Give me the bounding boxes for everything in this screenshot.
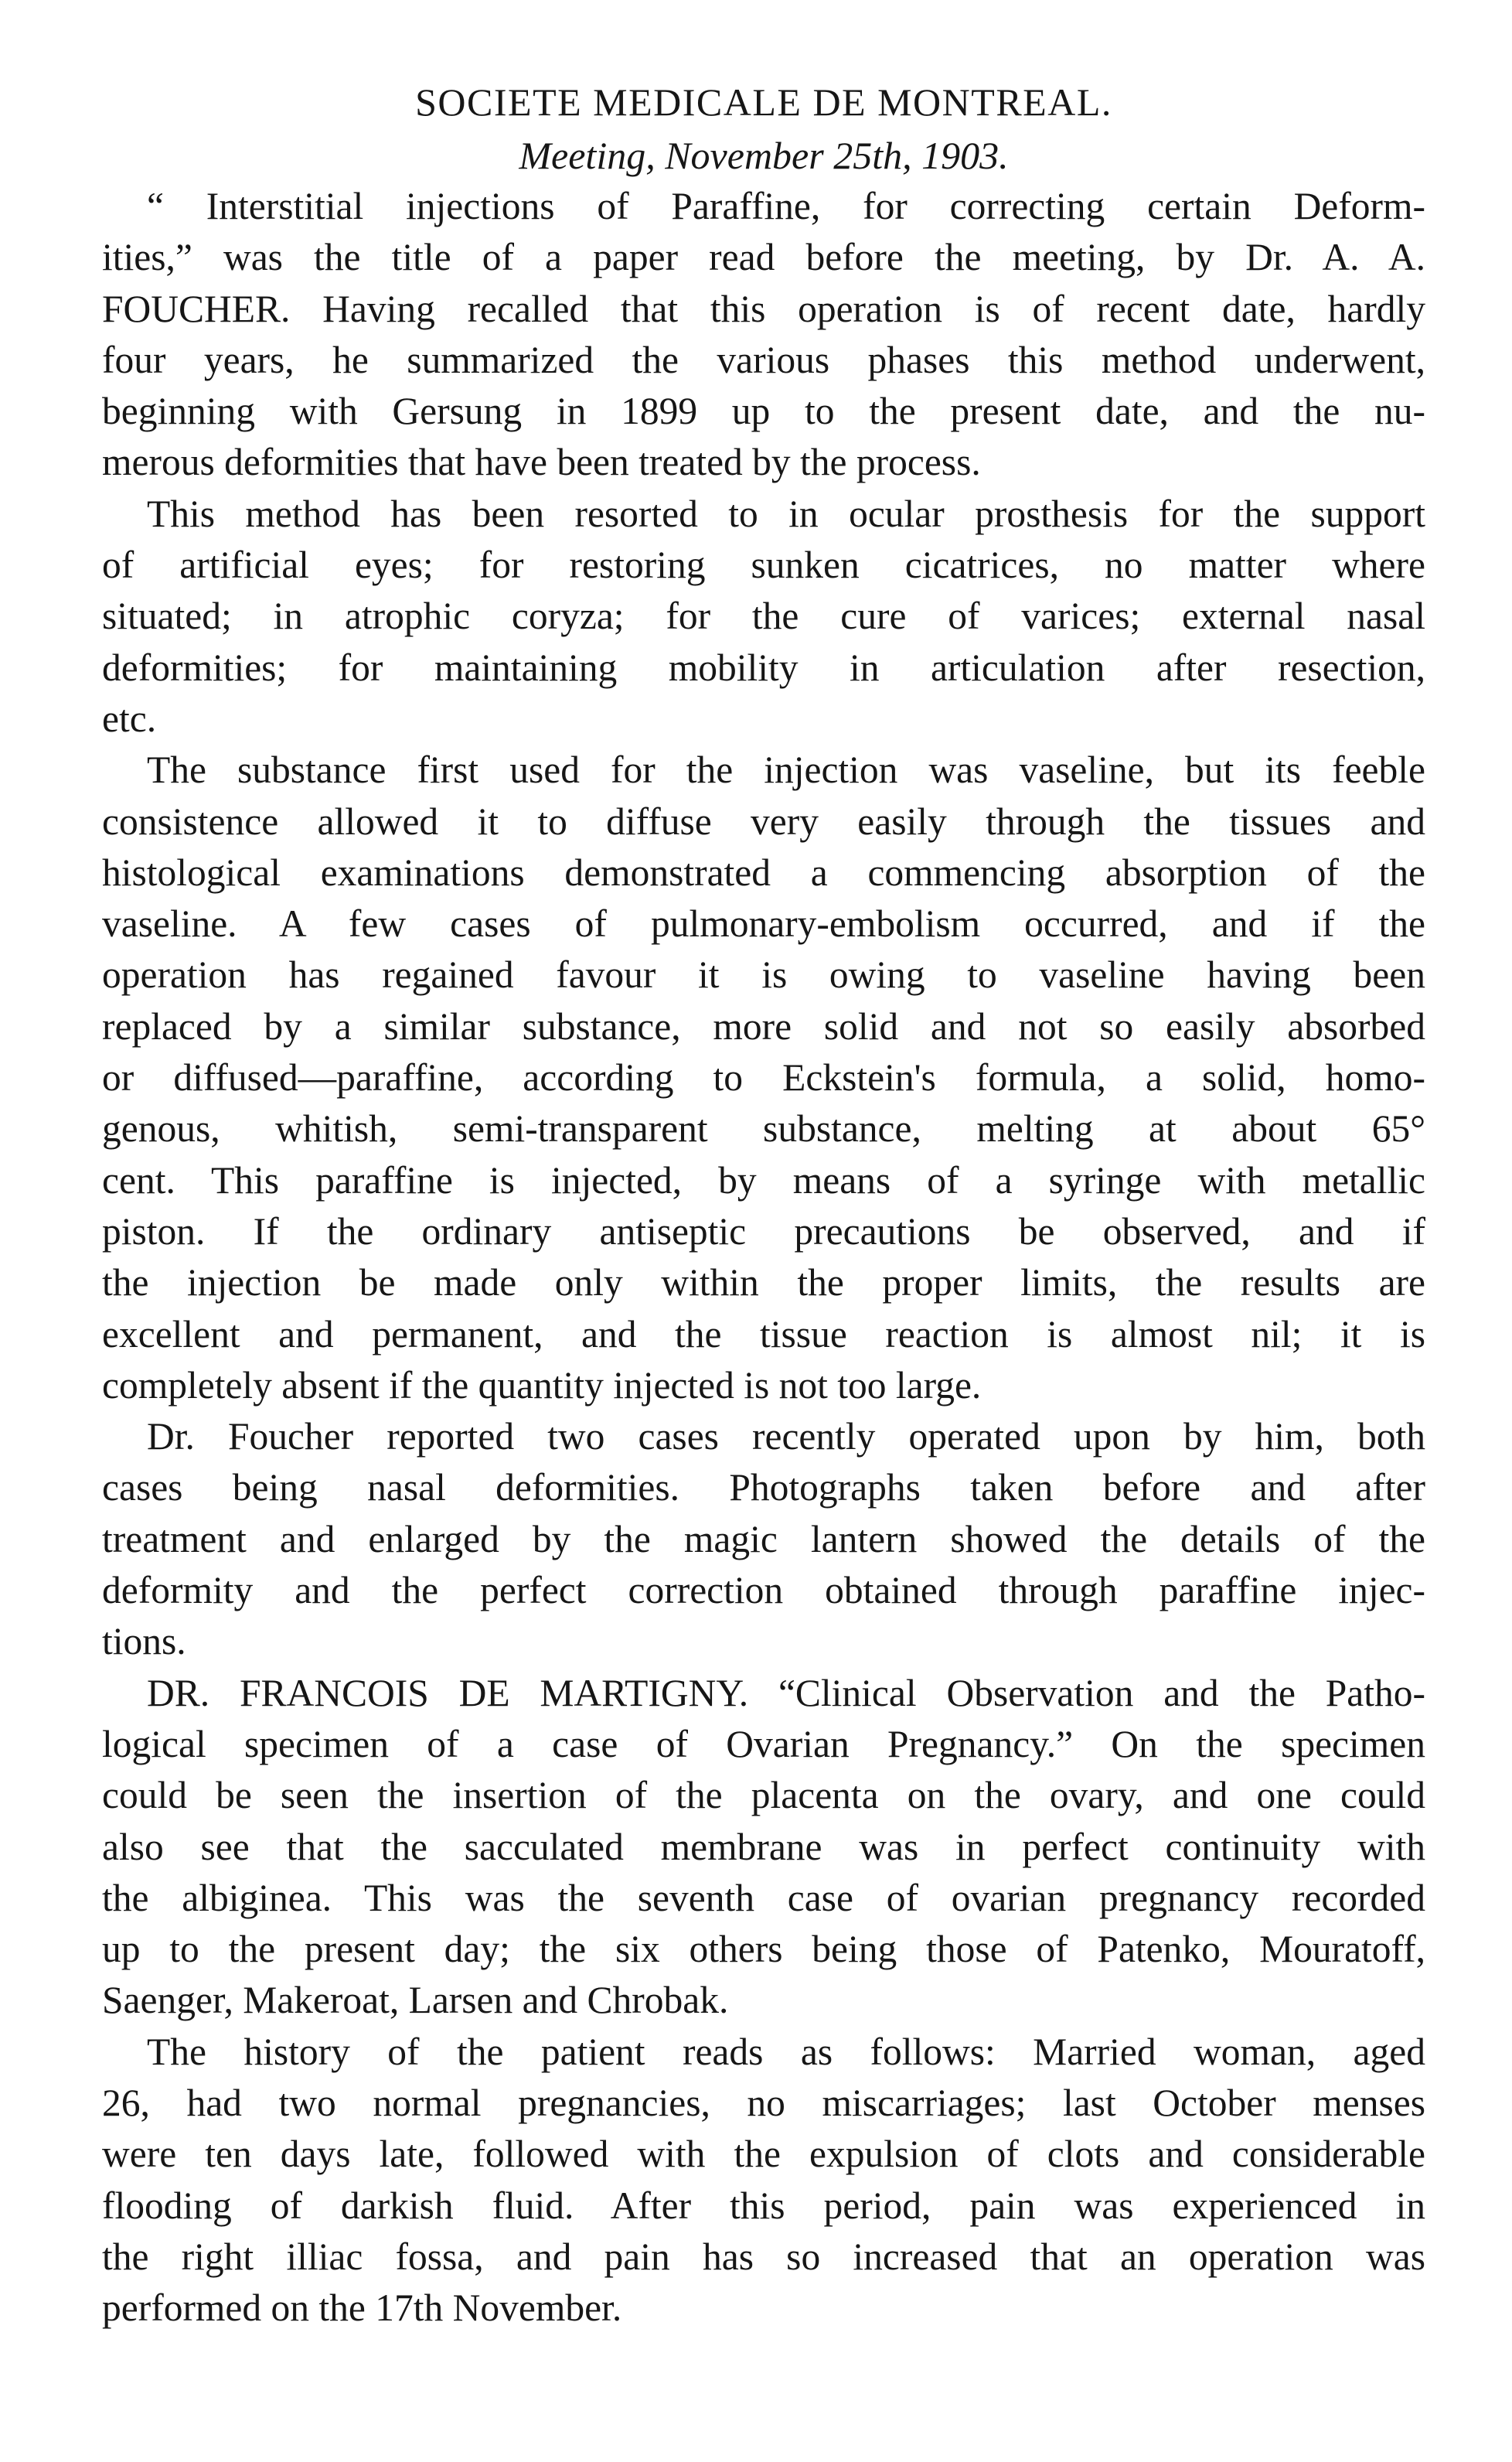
text-line: etc. [102,697,157,740]
text-line: consistence allowed it to diffuse very easily through the tissues and [102,800,1425,843]
text-line: completely absent if the quantity injected is not too large. [102,1363,982,1407]
text-line: deformities; for maintaining mobility in articulation after resection, [102,646,1425,689]
text-line: logical specimen of a case of Ovarian Pregnancy.” On the specimen [102,1722,1425,1765]
text-line: the albiginea. This was the seventh case of ovarian pregnancy recorded [102,1876,1425,1919]
paragraph [102,745,1425,1411]
text-line: piston. If the ordinary antiseptic precautions be observed, and if [102,1209,1425,1253]
text-line: the injection be made only within the proper limits, the results are [102,1261,1425,1304]
paragraph [102,181,1425,489]
text-line: flooding of darkish fluid. After this period, pain was experienced in [102,2184,1425,2227]
society-title: SOCIETE MEDICALE DE MONTREAL. [415,80,1112,124]
text-line: histological examinations demonstrated a commencing absorption of the [102,851,1425,894]
text-line: Saenger, Makeroat, Larsen and Chrobak. [102,1979,729,2022]
text-line: DR. FRANCOIS DE MARTIGNY. “Clinical Observation and the Patho- [147,1671,1425,1714]
text-line: ities,” was the title of a paper read before the meeting, by Dr. A. A. [102,236,1425,279]
text-line: replaced by a similar substance, more solid and not so easily absorbed [102,1004,1425,1048]
text-line: beginning with Gersung in 1899 up to the present date, and the nu- [102,390,1425,433]
text-line: genous, whitish, semi-transparent substance, melting at about 65° [102,1107,1425,1151]
text-line: were ten days late, followed with the expulsion of clots and considerable [102,2133,1425,2176]
text-line: excellent and permanent, and the tissue reaction is almost nil; it is [102,1312,1425,1355]
text-line: treatment and enlarged by the magic lantern showed the details of the [102,1517,1425,1560]
text-line: performed on the 17th November. [102,2286,622,2330]
text-line: also see that the sacculated membrane was in perfect continuity with [102,1825,1425,1868]
text-line: This method has been resorted to in ocular prosthesis for the support [147,492,1425,535]
text-line: merous deformities that have been treated by the process. [102,441,981,484]
text-line: operation has regained favour it is owing to vaseline having been [102,953,1425,997]
text-line: the right illiac fossa, and pain has so increased that an operation was [102,2235,1425,2278]
text-line: situated; in atrophic coryza; for the cure of varices; external nasal [102,595,1425,638]
document-page [102,74,1425,2334]
text-line: up to the present day; the six others being those of Patenko, Mouratoff, [102,1928,1425,1971]
text-line: tions. [102,1620,186,1663]
text-line: cent. This paraffine is injected, by means of a syringe with metallic [102,1158,1425,1202]
paragraph [102,2027,1425,2334]
text-line: vaseline. A few cases of pulmonary-embolism occurred, and if the [102,902,1425,946]
text-line: 26, had two normal pregnancies, no miscarriages; last October menses [102,2081,1425,2124]
text-line: “ Interstitial injections of Paraffine, for correcting certain Deform- [147,185,1425,227]
paragraph [102,489,1425,745]
paragraph [102,1411,1425,1667]
text-line: could be seen the insertion of the placenta on the ovary, and one could [102,1774,1425,1817]
text-line: The substance first used for the injection was vaseline, but its feeble [147,748,1425,792]
text-line: four years, he summarized the various phases this method underwent, [102,338,1425,381]
text-line: cases being nasal deformities. Photographs taken before and after [102,1466,1425,1509]
meeting-date: Meeting, November 25th, 1903. [519,134,1009,177]
text-line: Dr. Foucher reported two cases recently operated upon by him, both [147,1415,1425,1458]
article-body [102,181,1425,2334]
text-line: FOUCHER. Having recalled that this operation is of recent date, hardly [102,287,1425,330]
paragraph [102,1668,1425,2027]
text-line: or diffused—paraffine, according to Eckstein's formula, a solid, homo- [102,1056,1425,1100]
text-line: of artificial eyes; for restoring sunken cicatrices, no matter where [102,544,1425,587]
text-line: The history of the patient reads as follows: Married woman, aged [147,2030,1425,2073]
text-line: deformity and the perfect correction obtained through paraffine injec- [102,1569,1425,1612]
